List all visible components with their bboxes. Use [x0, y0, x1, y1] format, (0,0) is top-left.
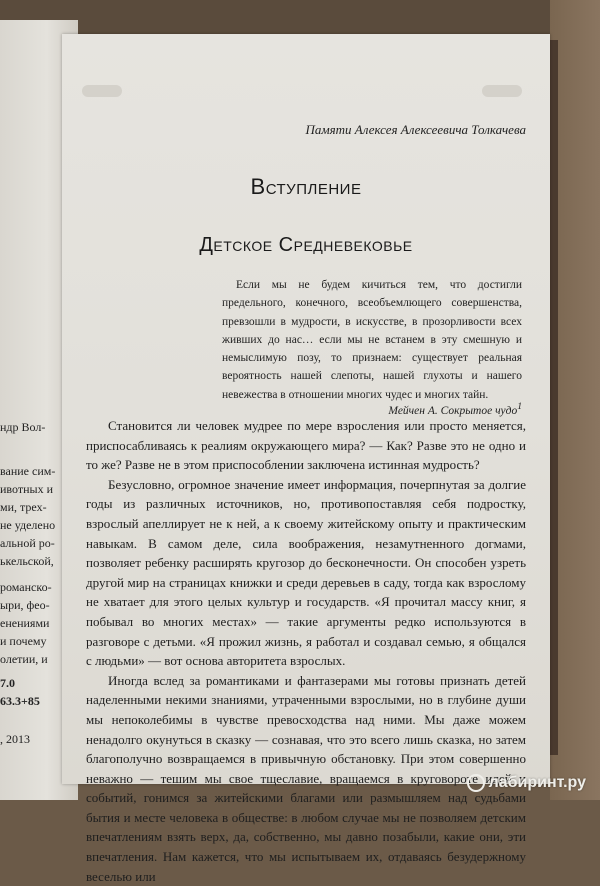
header-ornament-icon — [482, 85, 522, 97]
watermark — [467, 774, 586, 792]
left-fragment: ькельской, — [0, 554, 54, 568]
paragraph: Становится ли человек мудрее по мере взросления или просто меняется, приспосабливаясь к реалиям окружающего мира? — Как? Разве это не одно и то же? Разве не в этом приспособлении заключена истинная мудрость? — [86, 418, 526, 473]
left-fragment: олетии, и — [0, 652, 48, 666]
left-fragment: енениями — [0, 616, 50, 630]
labirint-logo-icon — [467, 774, 485, 792]
left-fragment: и почему — [0, 634, 47, 648]
epigraph-source-text: Мейчен А. Сокрытое чудо — [388, 404, 518, 417]
running-header — [82, 84, 522, 98]
left-fragment: 63.3+85 — [0, 694, 40, 708]
left-fragment: ыри, феo- — [0, 598, 50, 612]
left-fragment: ми, трех- — [0, 500, 47, 514]
left-fragment: романско- — [0, 580, 52, 594]
left-fragment: вание сим- — [0, 464, 56, 478]
left-fragment: ивотных и — [0, 482, 53, 496]
epigraph-source: Мейчен А. Сокрытое чудо$^1$ — [388, 401, 522, 417]
left-fragment: не уделено — [0, 518, 56, 532]
left-fragment: 7.0 — [0, 676, 15, 690]
section-title: Детское Средневековье — [199, 234, 413, 256]
epigraph-text: Если мы не будем кичиться тем, что достигли предельного, конечного, всеобъемлющего совершенства, превзошли в мудрости, в искусстве, в прозорливости всех живших до нас… если мы не встанем в эту смешную и немыслимую позу, то признаем: существует реальная вероятность нашей слепоты, нашей глухоты и нашего невежества в отношении многих чудес и многих тайн. — [222, 279, 522, 401]
header-ornament-icon — [82, 85, 122, 97]
paragraph: Иногда вслед за романтиками и фантазерами мы готовы признать детей наделенными некими знаниями, утраченными взрослыми, но в глубине души мы непоколебимы в чувстве превосходства над ними. Мы даже можем ненадолго окунуться в сказку — сознавая, что это всего лишь сказка, но затем благополучно возвращаемся в привычную обстановку. При этом совершенно неважно — тешим мы свое тщеславие, вращаемся в круговороте идей и событий, гонимся за житейскими благами или размышляем над судьбами бытия и месте человека в обществе: в любом случае мы не позволяем детским впечатлениям взять верх, да, собственно, мы давно позабыли, какие они, эти впечатления. Нам кажется, что мы испытываем их, отдаваясь безудержному веселью или — [86, 672, 526, 884]
watermark-text: лабиринт.ру — [488, 774, 586, 791]
paragraph: Безусловно, огромное значение имеет информация, почерпнутая за долгие годы из различных источников, но, противопоставляя себя подростку, взрослый апеллирует не к ней, а к своему житейскому опыту и практическим навыкам. В самом деле, сила воображения, незамутненного догмами, позволяет ребенку расширять кругозор до бесконечности. Он способен узреть другой мир на страницах книжки и среди деревьев в саду, тогда как взрослому не хватает для этого целых культур и государств. «Я прочитал массу книг, я побывал во многих местах» — такие аргументы редко используются в разговоре с детьми. «Я прожил жизнь, я работал и создавал семью, я общался с людьми» — вот основа авторитета взрослых. — [86, 476, 526, 669]
dedication: Памяти Алексея Алексеевича Толкачева — [305, 122, 526, 137]
chapter-title: Вступление — [250, 174, 362, 199]
left-fragment: ндр Вол- — [0, 420, 46, 434]
left-fragment: , 2013 — [0, 732, 30, 746]
body-text — [86, 416, 526, 886]
epigraph — [222, 276, 522, 417]
left-fragment: альной ро- — [0, 536, 55, 550]
